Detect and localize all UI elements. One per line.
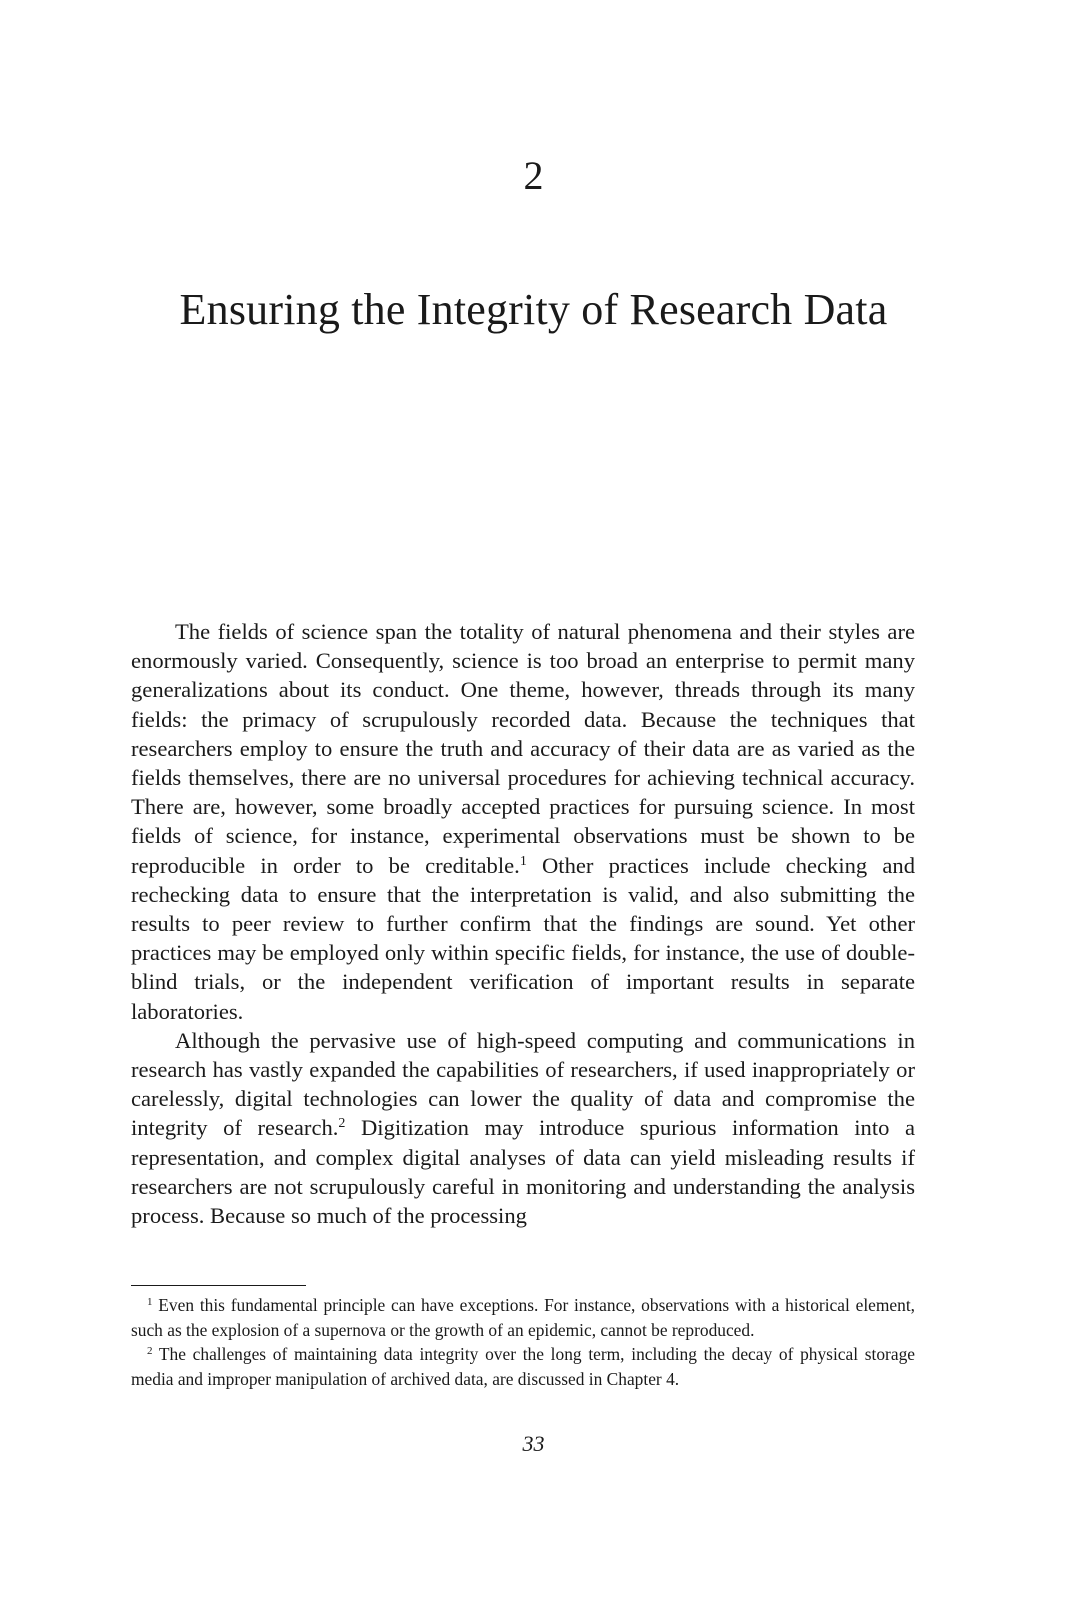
paragraph-2-text-b: Digitization may introduce spurious information into a representation, and complex digital analyses of data can yield misleading results if researchers are not scrupulously careful in monitoring and understanding the analysis process. Because so much of the processing [131,1115,915,1229]
footnote-divider [131,1285,306,1286]
page-number: 33 [522,1431,545,1456]
footnote-2 [131,1342,915,1391]
footnote-1-text: Even this fundamental principle can have exceptions. For instance, observations with a historical element, such as the explosion of a supernova or the growth of an epidemic, cannot be reproduced. [131,1295,915,1340]
paragraph-1 [131,617,915,1026]
footnote-2-text: The challenges of maintaining data integrity over the long term, including the decay of physical storage media and improper manipulation of archived data, are discussed in Chapter 4. [131,1344,915,1389]
paragraph-2-text-a: Although the pervasive use of high-speed computing and communications in research has vastly expanded the capabilities of researchers, if used inappropriately or carelessly, digital technologies can lower the quality of data and compromise the integrity of research. [131,1027,915,1141]
paragraph-2 [131,1026,915,1230]
chapter-title: Ensuring the Integrity of Research Data [179,285,888,334]
footnote-1-marker: 1 [147,1296,153,1308]
paragraph-1-text-a: The fields of science span the totality of natural phenomena and their styles are enormously varied. Consequently, science is too broad an enterprise to permit many generalizations about its conduct. One theme, however, threads through its many fields: the primacy of scrupulously recorded data. Because the techniques that researchers employ to ensure the truth and accuracy of their data are as varied as the fields themselves, there are no universal procedures for achieving technical accuracy. There are, however, some broadly accepted practices for pursuing science. In most fields of science, for instance, experimental observations must be shown to be reproducible in order to be creditable. [131,619,915,878]
body-text [131,617,915,1230]
footnote-ref-2: 2 [338,1116,346,1132]
footnote-1 [131,1293,915,1342]
footnote-ref-1: 1 [519,853,527,869]
footnote-2-marker: 2 [147,1345,153,1358]
paragraph-1-text-b: Other practices include checking and rechecking data to ensure that the interpretation is valid, and also submitting the results to peer review to further confirm that the findings are sound. Yet other practices may be employed only within specific fields, for instance, the use of double-blind trials, or the independent verification of important results in separate laboratories. [131,852,915,1024]
footnotes [131,1293,915,1391]
chapter-number: 2 [523,153,544,198]
